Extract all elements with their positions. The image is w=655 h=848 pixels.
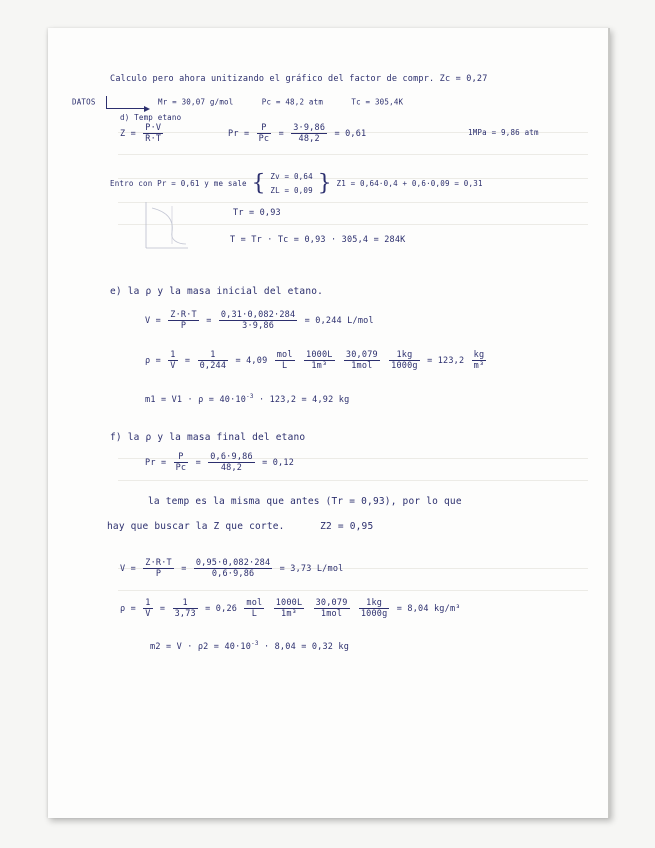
section-d-heading: d) Temp etano [120,113,182,122]
pr-f-den2: 48,2 [220,463,243,473]
uf2-num: 1000L [275,598,303,608]
pr-f-num1: P [174,452,189,463]
unit-f-frac-4 [359,598,390,619]
pr-den2: 48,2 [298,134,320,144]
mpa-conversion: 1MPa = 9,86 atm [468,128,539,137]
z-num: P·V [145,123,162,133]
v-f-den2: 0,6·9,86 [211,569,255,579]
v-den2: 3·9,86 [242,321,275,331]
uf4-num: 1kg [359,598,390,609]
rho-f-fraction-1 [143,598,152,619]
pr-eq: = [278,129,284,139]
pr-fraction-2 [291,123,327,144]
rho-f-fraction-2 [173,598,198,619]
m2-text: m2 = V · ρ2 = 40·10 [150,641,252,652]
uf3-den: 1mol [320,609,343,619]
rho-f-mid: = 0,26 [205,604,238,614]
u3-den: 1mol [351,361,373,371]
datos-row [72,96,403,109]
z2-value: Z2 = 0,95 [320,521,374,532]
brace-left: { [251,171,266,196]
z-formula [120,123,165,144]
pr-f-result: = 0,12 [262,458,295,468]
rho-result: = 123,2 [427,356,465,366]
uf1-num: mol [246,598,263,608]
uf3-num: 30,079 [315,598,348,608]
entro-text: Entro con Pr = 0,61 y me sale [110,179,247,188]
rho-lhs: ρ = [145,356,161,366]
pr-formula-f [145,452,294,473]
z1-value: Z1 = 0,64·0,4 + 0,6·0,09 = 0,31 [336,179,483,188]
unit-f-frac-3 [314,598,350,619]
pr-f-num2: 0,6·9,86 [210,452,253,462]
entro-row [110,170,483,198]
rho-formula-f: ρ = $\frac{1}{V}$ = $\frac{1}{3,73}$ = 0,26 $\frac{\text{mol}}{L}$ $\frac{1000L}{\text{1m³}}$ $\frac{30,079}{\text{1mol}}$ $\frac{1kg}{1000g}$ = 8,04 kg/m³ [120,598,461,619]
rho-f-den1: V [145,609,151,619]
zl-value: ZL = 0,09 [270,186,313,195]
unit-frac-4 [389,350,420,371]
unit-f-frac-2 [274,598,305,619]
z-lhs: Z = [120,129,136,139]
brace-right: } [317,171,332,196]
temp-text: la temp es la misma que antes (Tr = 0,93), por lo que [148,496,462,507]
m2-result: · 8,04 = 0,32 kg [263,641,350,652]
pr-lhs: Pr = [228,129,250,139]
unit-frac-1 [275,350,295,371]
rho-unit-fraction [472,350,487,371]
rho-f-num2: 1 [173,598,198,609]
v-f-den1: P [155,569,162,579]
rho-f-result: = 8,04 kg/m³ [396,604,461,614]
z-fraction [143,123,163,144]
z-values [270,170,312,198]
u2-den: 1m³ [311,361,328,371]
uf4-den: 1000g [360,609,388,619]
u1-den: L [282,361,288,371]
v-formula-e [145,310,374,331]
rho-unit-num: kg [473,350,485,360]
u1-num: mol [276,350,293,360]
t-value: T = Tr · Tc = 0,93 · 305,4 = 284K [230,235,406,245]
unit-frac-2 [304,350,335,371]
tr-value: Tr = 0,93 [233,208,281,218]
pr-formula-d [228,123,366,144]
m1-text: m1 = V1 · ρ = 40·10 [145,394,247,405]
hay-row [107,521,373,532]
pr-f-fraction-1 [174,452,189,473]
v-fraction-1 [168,310,199,331]
m2-formula [150,640,349,652]
pr-fraction-1 [257,123,272,144]
v-num2: 0,31·0,082·284 [220,310,296,320]
u2-num: 1000L [306,350,333,360]
u4-num: 1kg [389,350,420,361]
page-title: Calculo pero ahora unitizando el gráfico del factor de compr. Zc = 0,27 [110,74,488,84]
rho-num2: 1 [198,350,229,361]
compressibility-sketch [138,198,192,252]
unit-frac-3 [344,350,380,371]
pr-num2: 3·9,86 [293,123,326,133]
v-lhs: V = [145,316,161,326]
pr-num1: P [257,123,272,134]
v-f-lhs: V = [120,564,136,574]
rho-fraction-2 [198,350,229,371]
pr-f-fraction-2 [208,452,255,473]
section-f-heading: f) la ρ y la masa final del etano [110,432,306,443]
datos-pc: Pc = 48,2 atm [261,97,324,107]
pr-result: = 0,61 [334,129,367,139]
rho-f-den2: 3,73 [174,609,196,619]
rho-den1: V [170,361,176,371]
arrow-icon [106,96,147,109]
hay-text: hay que buscar la Z que corte. [107,521,285,532]
uf2-den: 1m³ [281,609,297,619]
rho-unit-den: m³ [473,361,485,371]
unit-f-frac-1 [244,598,264,619]
v-f-num1: Z·R·T [145,558,172,568]
rho-fraction-1 [168,350,177,371]
u3-num: 30,079 [345,350,378,360]
v-result: = 0,244 L/mol [304,316,374,326]
v-f-eq: = [181,564,187,574]
pr-f-lhs: Pr = [145,458,167,468]
v-f-num2: 0,95·0,082·284 [195,558,271,568]
pr-f-eq: = [195,458,201,468]
z-den: R·T [145,134,162,144]
v-fraction-2 [219,310,297,331]
v-formula-f [120,558,343,579]
uf1-den: L [251,609,258,619]
v-num1: Z·R·T [170,310,197,320]
u4-den: 1000g [391,361,418,371]
v-f-fraction-1 [143,558,174,579]
section-e-heading: e) la ρ y la masa inicial del etano. [110,286,324,297]
m2-exp: -3 [251,640,259,647]
v-den1: P [180,321,187,331]
m1-result: · 123,2 = 4,92 kg [258,394,350,405]
rho-f-num1: 1 [145,598,151,608]
rho-den2: 0,244 [199,361,227,371]
v-f-result: = 3,73 L/mol [279,564,344,574]
notebook-page [48,28,610,818]
datos-tc: Tc = 305,4K [351,97,404,107]
rho-num1: 1 [170,350,176,360]
pr-den1: Pc [258,134,270,144]
m1-exp: -3 [246,393,254,400]
zv-value: Zv = 0,64 [270,172,313,181]
datos-label: DATOS [72,97,96,107]
m1-formula [145,393,349,405]
rho-formula-e: ρ = $\frac{1}{V}$ = $\frac{1}{0,244}$ = 4,09 $\frac{\text{mol}}{L}$ $\frac{1000L}{\text{1m³}}$ $\frac{30,079}{\text{1mol}}$ $\frac{1kg}{1000g}$ = 123,2 $\frac{kg}{\text{m³}}$ [145,350,485,371]
datos-mr: Mr = 30,07 g/mol [158,97,234,107]
pr-f-den1: Pc [175,463,187,473]
rho-f-lhs: ρ = [120,604,136,614]
rho-mid: = 4,09 [235,356,268,366]
v-eq: = [206,316,212,326]
v-f-fraction-2 [194,558,272,579]
